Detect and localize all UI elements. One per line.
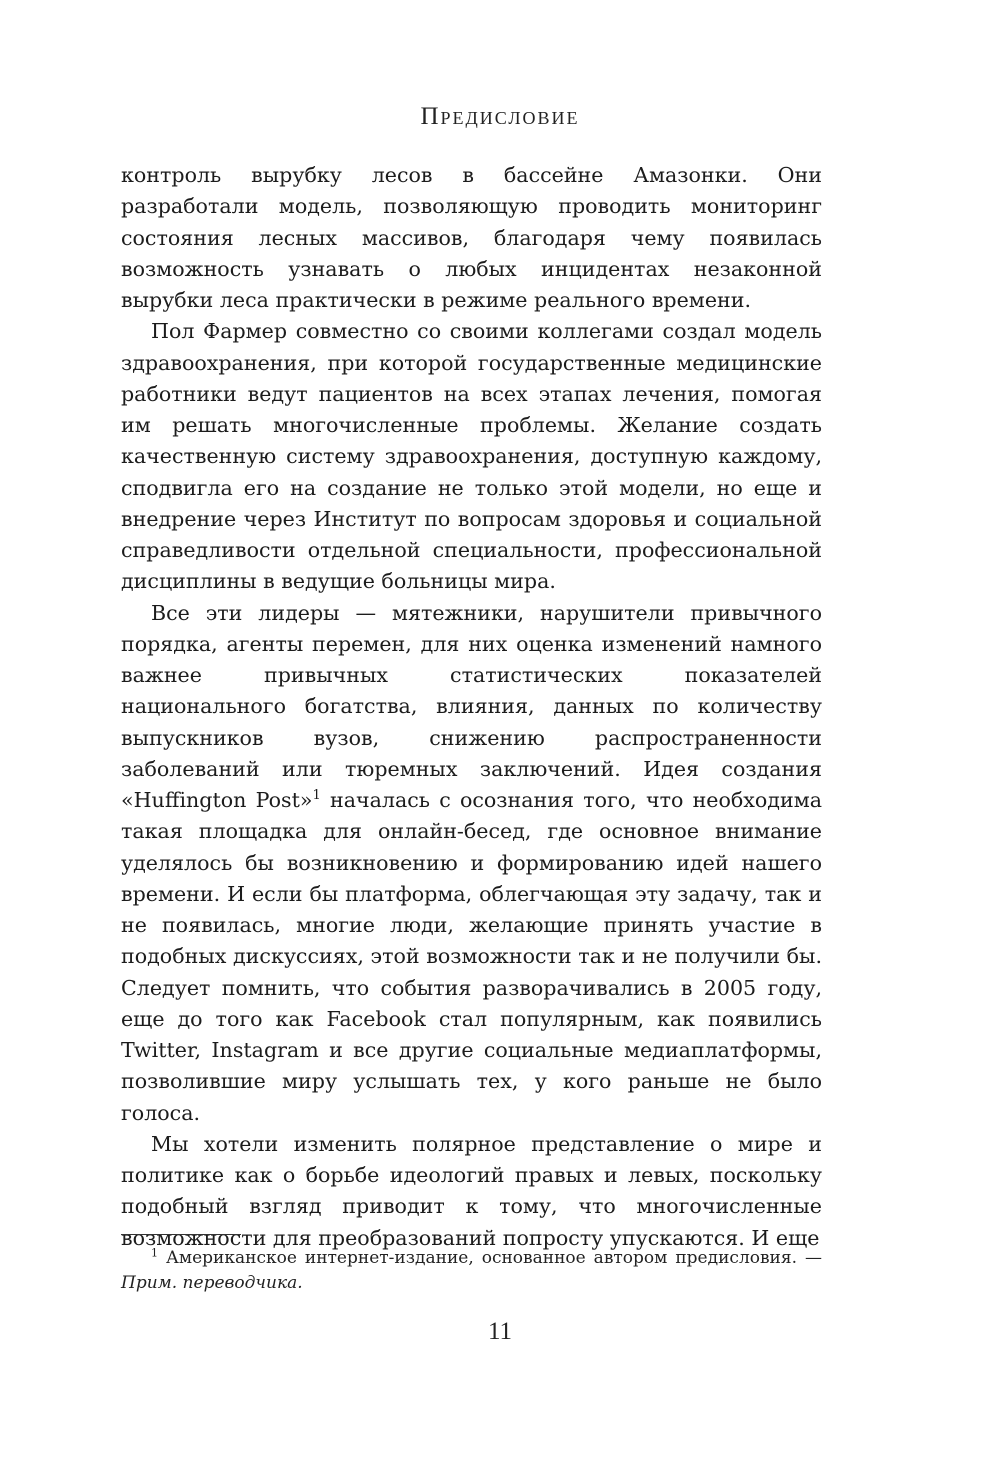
paragraph-3-text-end: началась с осознания того, что необходима такая площадка для онлайн-бесед, где основное внимание уделялось бы возникновению и формированию идей нашего времени. И если бы платформа, облегчающая эту задачу, так и не появилась, многие люди, желающие принять участие в подобных дискуссиях, этой возможности так и не получили бы. Следует помнить, что события разворачивались в 2005 году, еще до того как Facebook стал популярным, как появились Twitter, Instagram и все другие социальные медиаплатформы, позволившие миру услышать тех, у кого раньше не было голоса. — [121, 788, 822, 1125]
paragraph-4: Мы хотели изменить полярное представление о мире и политике как о борьбе идеологий правых и левых, поскольку подобный взгляд приводит к тому, что многочисленные возможности для преобразований попросту упускаются. И еще — [121, 1131, 822, 1250]
paragraph-2: Пол Фармер совместно со своими коллегами создал модель здравоохранения, при которой государственные медицинские работники ведут пациентов на всех этапах лечения, помогая им решать многочисленные проблемы. Желание создать качественную систему здравоохранения, доступную каждому, сподвигла его на создание не только этой модели, но еще и внедрение через Институт по вопросам здоровья и социальной справедливости отдельной специальности, профессиональной дисциплины в ведущие больницы мира. — [121, 319, 822, 594]
running-head: Предисловие — [420, 103, 580, 130]
footnote — [121, 1246, 822, 1296]
paragraph-3 — [121, 598, 822, 1129]
footnote-divider — [121, 1234, 241, 1235]
paragraph-3-text-start: Все эти лидеры — мятежники, нарушители привычного порядка, агенты перемен, для них оценка изменений намного важнее привычных статистических показателей национального богатства, влияния, данных по количеству выпускников вузов, снижению распространенности заболеваний или тюремных заключений. Идея создания «Huffington Post» — [121, 600, 822, 812]
footnote-mark: 1 — [151, 1246, 158, 1260]
footnote-text: Американское интернет-издание, основанное автором предисловия. — — [158, 1248, 822, 1268]
page-number: 11 — [487, 1318, 513, 1345]
paragraph-1: контроль вырубку лесов в бассейне Амазонки. Они разработали модель, позволяющую проводить мониторинг состояния лесных массивов, благодаря чему появилась возможность узнавать о любых инцидентах незаконной вырубки леса практически в режиме реального времени. — [121, 163, 822, 312]
footnote-reference: 1 — [312, 788, 321, 804]
footnote-note: Прим. переводчика. — [121, 1273, 303, 1293]
body-text — [121, 160, 822, 1254]
